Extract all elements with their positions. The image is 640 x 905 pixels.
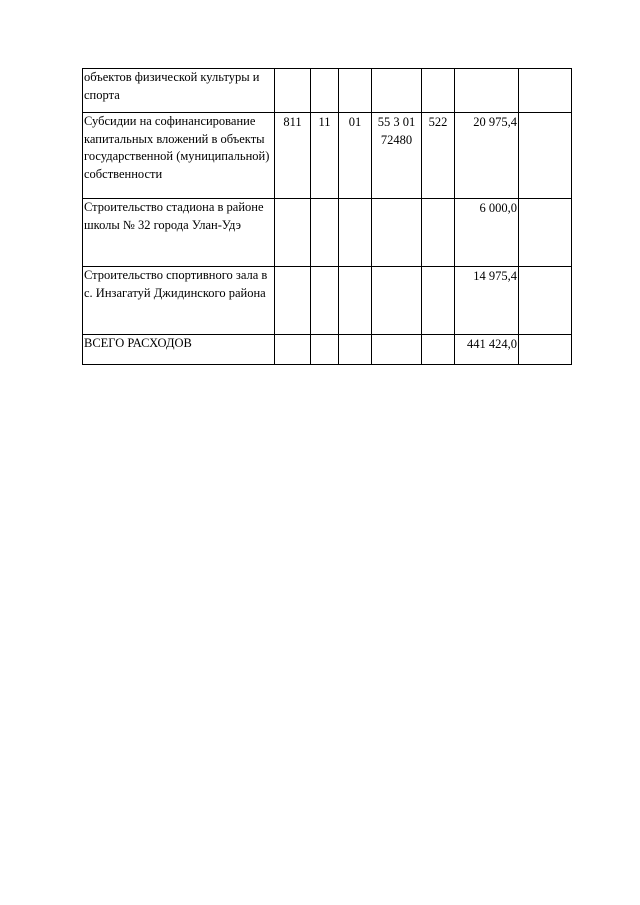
subsection-code — [339, 335, 372, 365]
subsection-code — [339, 199, 372, 267]
expense-type-code — [422, 199, 455, 267]
target-article-code: 55 3 01 72480 — [372, 113, 422, 199]
table-row — [83, 69, 572, 113]
section-code — [311, 199, 339, 267]
section-code — [311, 335, 339, 365]
expense-type-code: 522 — [422, 113, 455, 199]
table-row — [83, 113, 572, 199]
subsection-code — [339, 267, 372, 335]
ministry-code — [275, 335, 311, 365]
expense-type-code — [422, 267, 455, 335]
expense-type-code — [422, 335, 455, 365]
extra-cell — [519, 335, 572, 365]
amount: 14 975,4 — [455, 267, 519, 335]
table-row — [83, 335, 572, 365]
subsection-code — [339, 69, 372, 113]
amount — [455, 69, 519, 113]
ministry-code — [275, 199, 311, 267]
budget-table — [82, 68, 572, 365]
ministry-code — [275, 69, 311, 113]
extra-cell — [519, 113, 572, 199]
table-row — [83, 199, 572, 267]
target-article-code — [372, 69, 422, 113]
target-article-code — [372, 335, 422, 365]
amount: 20 975,4 — [455, 113, 519, 199]
extra-cell — [519, 267, 572, 335]
row-name: Строительство стадиона в районе школы № 32 города Улан-Удэ — [83, 199, 275, 267]
row-name: Субсидии на софинансирование капитальных вложений в объекты государственной (муниципальной) собственности — [83, 113, 275, 199]
row-name: ВСЕГО РАСХОДОВ — [83, 335, 275, 365]
amount: 441 424,0 — [455, 335, 519, 365]
ministry-code — [275, 267, 311, 335]
extra-cell — [519, 69, 572, 113]
expense-type-code — [422, 69, 455, 113]
target-article-code — [372, 267, 422, 335]
target-article-code — [372, 199, 422, 267]
amount: 6 000,0 — [455, 199, 519, 267]
row-name: Строительство спортивного зала в с. Инзагатуй Джидинского района — [83, 267, 275, 335]
ministry-code: 811 — [275, 113, 311, 199]
subsection-code: 01 — [339, 113, 372, 199]
row-name: объектов физической культуры и спорта — [83, 69, 275, 113]
extra-cell — [519, 199, 572, 267]
section-code — [311, 69, 339, 113]
table-row — [83, 267, 572, 335]
section-code: 11 — [311, 113, 339, 199]
section-code — [311, 267, 339, 335]
